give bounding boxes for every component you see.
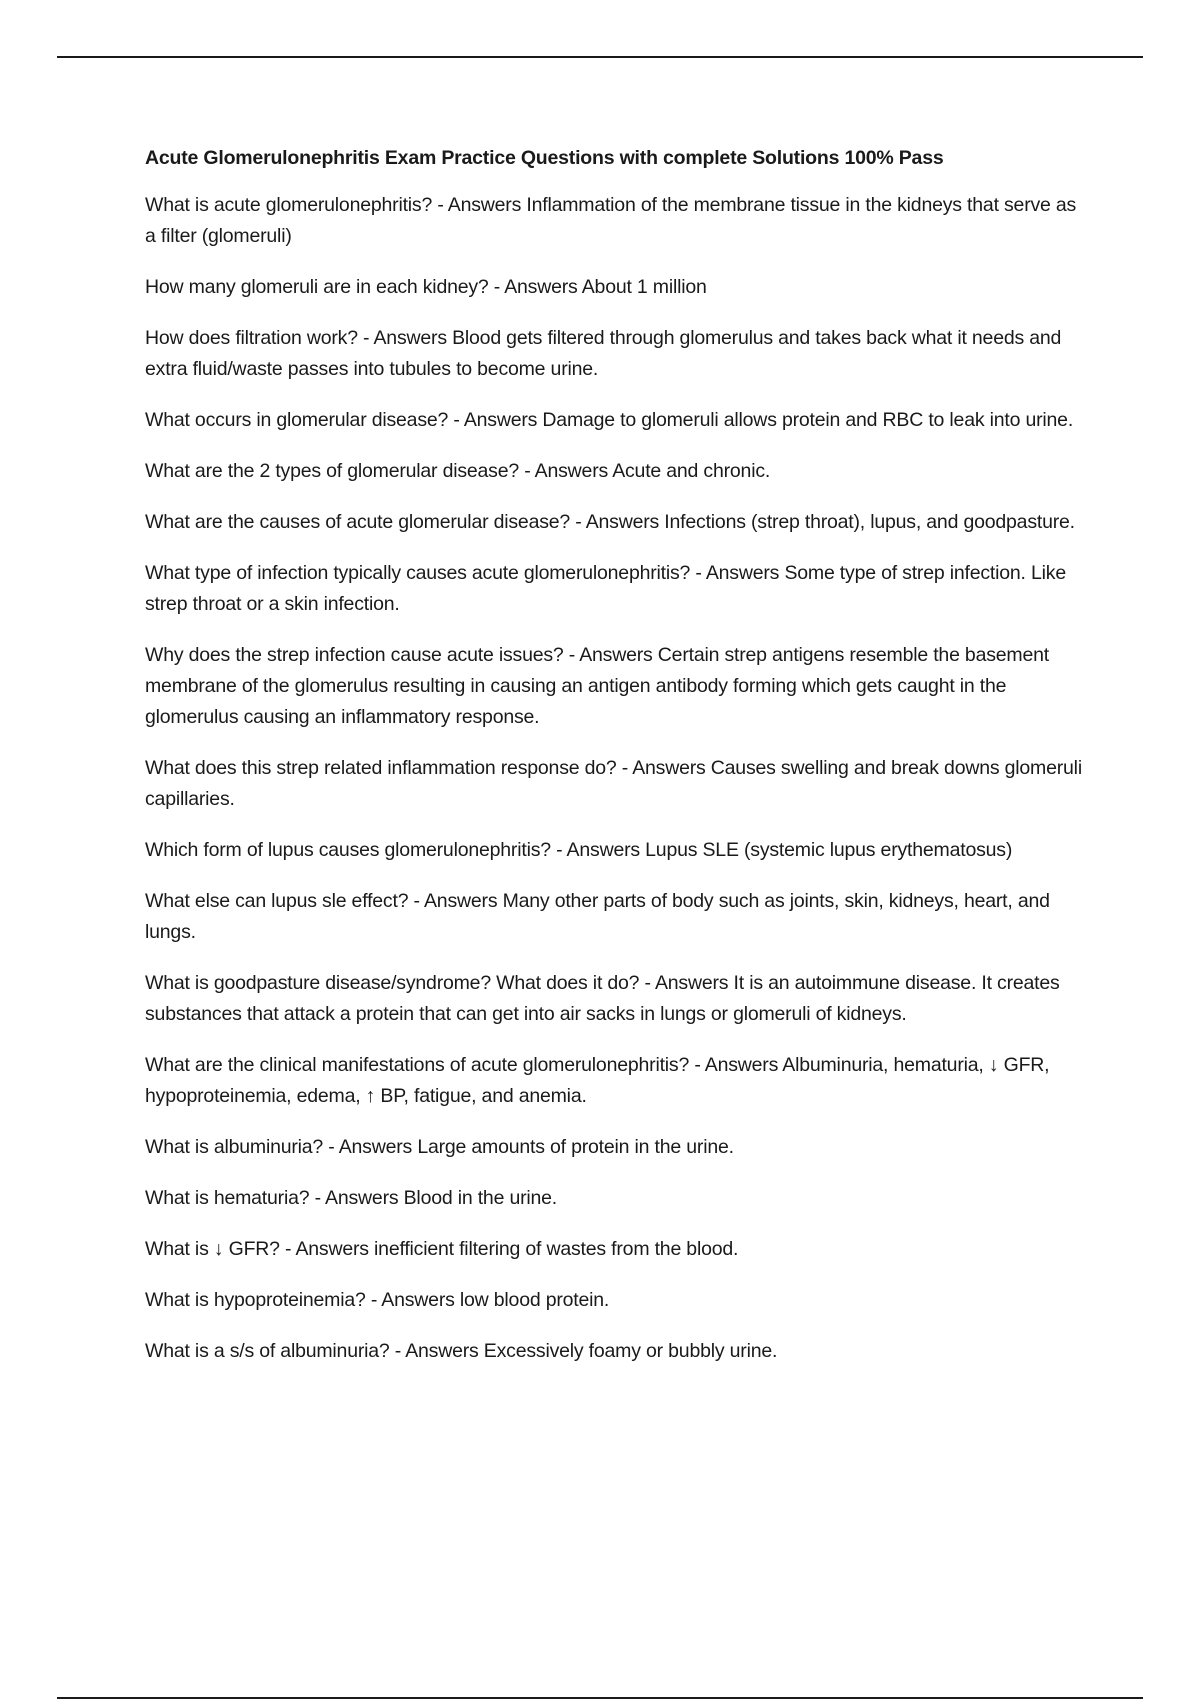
qa-item: What is goodpasture disease/syndrome? What does it do? - Answers It is an autoimmune disease. It creates substances that attack a protein that can get into air sacks in lungs or glomeruli of kidneys. [145,972,1060,1025]
qa-item: What occurs in glomerular disease? - Answers Damage to glomeruli allows protein and RBC to leak into urine. [145,409,1074,431]
qa-item: What else can lupus sle effect? - Answers Many other parts of body such as joints, skin, kidneys, heart, and lungs. [145,890,1050,943]
qa-item: What is acute glomerulonephritis? - Answers Inflammation of the membrane tissue in the kidneys that serve as a filter (glomeruli) [145,194,1077,247]
document-title: Acute Glomerulonephritis Exam Practice Questions with complete Solutions 100% Pass [145,147,944,169]
qa-item: How does filtration work? - Answers Blood gets filtered through glomerulus and takes back what it needs and extra fluid/waste passes into tubules to become urine. [145,327,1062,380]
qa-item: What type of infection typically causes acute glomerulonephritis? - Answers Some type of strep infection. Like strep throat or a skin infection. [145,562,1066,615]
qa-item: What is albuminuria? - Answers Large amounts of protein in the urine. [145,1136,734,1158]
footer-rule [57,1697,1143,1699]
qa-item: What is hematuria? - Answers Blood in the urine. [145,1187,558,1209]
qa-item: What are the 2 types of glomerular disease? - Answers Acute and chronic. [145,460,771,482]
qa-item: Which form of lupus causes glomerulonephritis? - Answers Lupus SLE (systemic lupus erythematosus) [145,839,1013,861]
qa-item: How many glomeruli are in each kidney? - Answers About 1 million [145,276,707,298]
qa-item: What are the clinical manifestations of acute glomerulonephritis? - Answers Albuminuria, hematuria, ↓ GFR, hypoproteinemia, edema, ↑ BP, fatigue, and anemia. [145,1054,1050,1107]
qa-item: What are the causes of acute glomerular disease? - Answers Infections (strep throat), lupus, and goodpasture. [145,511,1075,533]
qa-item: What is hypoproteinemia? - Answers low blood protein. [145,1289,610,1311]
document-body [145,143,1085,1387]
qa-item: What is ↓ GFR? - Answers inefficient filtering of wastes from the blood. [145,1238,739,1260]
qa-item: Why does the strep infection cause acute issues? - Answers Certain strep antigens resemble the basement membrane of the glomerulus resulting in causing an antigen antibody forming which gets caught in the glomerulus causing an inflammatory response. [145,644,1049,728]
qa-item: What is a s/s of albuminuria? - Answers Excessively foamy or bubbly urine. [145,1340,778,1362]
header-rule [57,56,1143,58]
qa-item: What does this strep related inflammation response do? - Answers Causes swelling and break downs glomeruli capillaries. [145,757,1082,810]
